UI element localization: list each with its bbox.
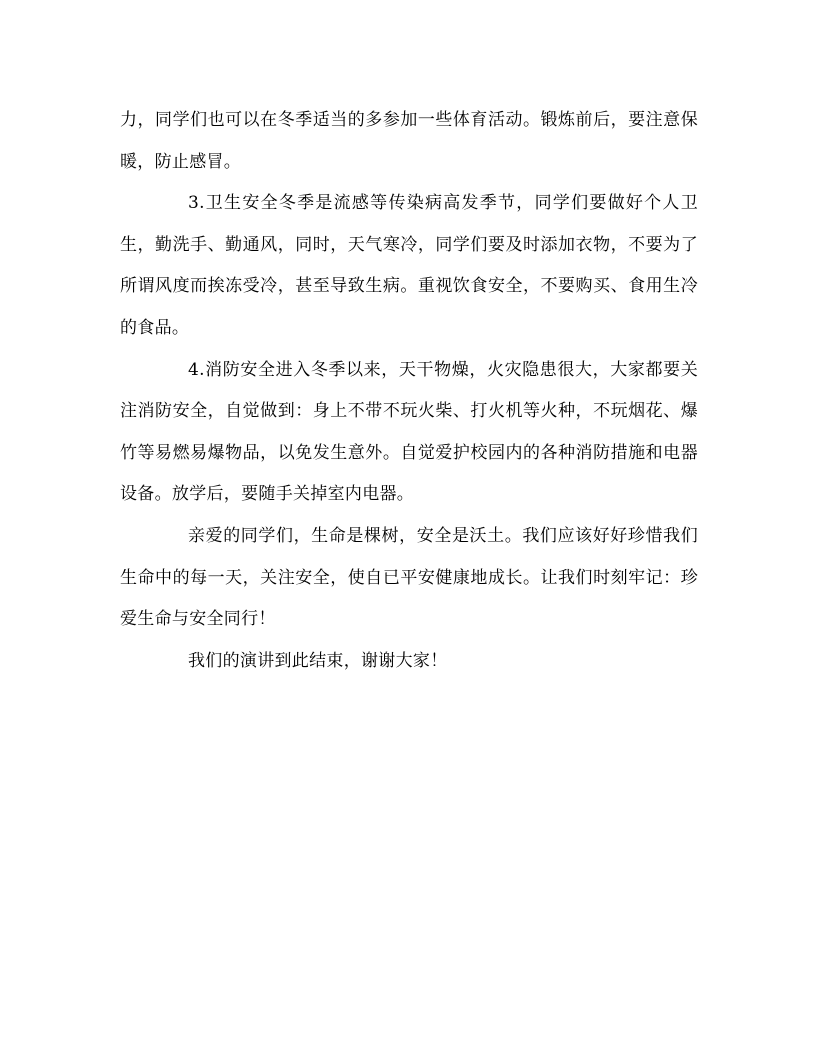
paragraph-exercise-continued: 力，同学们也可以在冬季适当的多参加一些体育活动。锻炼前后，要注意保暖，防止感冒。 <box>120 110 698 172</box>
paragraph-closing-remarks: 亲爱的同学们，生命是棵树，安全是沃土。我们应该好好珍惜我们生命中的每一天，关注安全，使自已平安健康地成长。让我们时刻牢记：珍爱生命与安全同行！ <box>120 525 698 630</box>
document-body <box>120 100 698 682</box>
paragraph-hygiene-safety: 3.卫生安全冬季是流感等传染病高发季节，同学们要做好个人卫生，勤洗手、勤通风，同时，天气寒冷，同学们要及时添加衣物，不要为了所谓风度而挨冻受冷，甚至导致生病。重视饮食安全，不要购买、食用生冷的食品。 <box>120 193 698 338</box>
paragraph-thanks: 我们的演讲到此结束，谢谢大家！ <box>188 650 448 671</box>
paragraph-fire-safety: 4.消防安全进入冬季以来，天干物燥，火灾隐患很大，大家都要关注消防安全，自觉做到：身上不带不玩火柴、打火机等火种，不玩烟花、爆竹等易燃易爆物品，以免发生意外。自觉爱护校园内的各种消防措施和电器设备。放学后，要随手关掉室内电器。 <box>120 359 698 505</box>
